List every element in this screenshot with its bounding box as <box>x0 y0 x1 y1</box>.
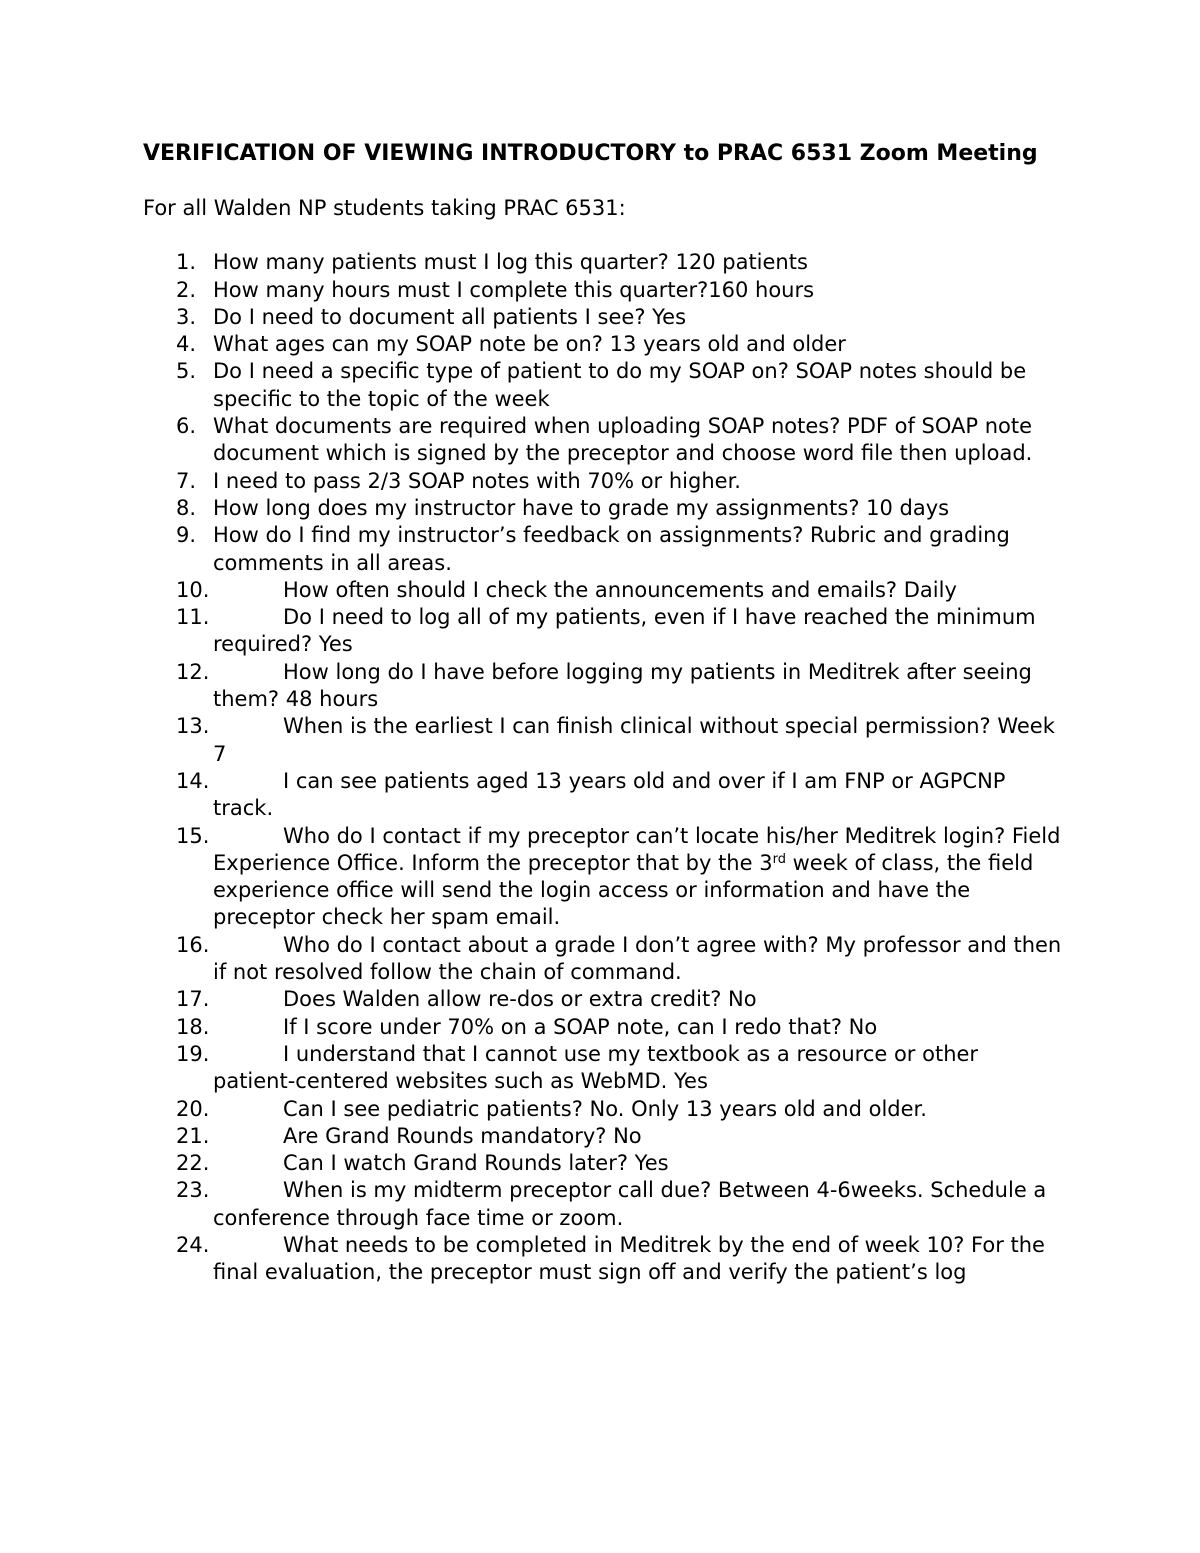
item-number: 19. <box>176 1041 210 1066</box>
item-number: 11. <box>176 605 210 630</box>
item-text: I can see patients aged 13 years old and over if I am FNP or AGPCNP track. <box>213 768 1006 821</box>
document-page <box>143 140 1063 1287</box>
item-text: Can I see pediatric patients? No. Only 13 years old and older. <box>283 1096 927 1121</box>
list-item <box>143 304 1063 331</box>
item-number: 2. <box>176 277 197 302</box>
list-item <box>143 277 1063 304</box>
item-number: 21. <box>176 1123 210 1148</box>
list-item <box>143 1096 1063 1123</box>
item-number: 23. <box>176 1178 210 1203</box>
list-item <box>143 986 1063 1013</box>
item-text: How long do I have before logging my patients in Meditrek after seeing them? 48 hours <box>213 659 1032 712</box>
item-text: What documents are required when uploading SOAP notes? PDF of SOAP note document which is signed by the preceptor and choose word file then upload. <box>213 414 1033 466</box>
item-number: 12. <box>176 659 210 684</box>
item-text: What ages can my SOAP note be on? 13 years old and older <box>213 332 846 357</box>
item-text-part: Who do I contact if my preceptor can’t locate his/her Meditrek login? Field Experience Office. Inform the preceptor that by the 3 <box>213 823 1061 875</box>
item-text: Are Grand Rounds mandatory? No <box>283 1123 642 1148</box>
item-number: 17. <box>176 987 210 1012</box>
list-item <box>143 358 1063 413</box>
item-number: 22. <box>176 1151 210 1176</box>
item-text: If I score under 70% on a SOAP note, can I redo that? No <box>283 1014 878 1039</box>
item-text: Do I need to log all of my patients, even if I have reached the minimum required? Yes <box>213 605 1036 657</box>
item-text: How long does my instructor have to grade my assignments? 10 days <box>213 495 950 520</box>
item-text: Does Walden allow re-dos or extra credit? No <box>283 987 757 1012</box>
list-item <box>143 713 1063 768</box>
list-item <box>143 932 1063 987</box>
item-text: I understand that I cannot use my textbook as a resource or other patient-centered websites such as WebMD. Yes <box>213 1041 979 1094</box>
item-text: How many hours must I complete this quarter?160 hours <box>213 277 815 302</box>
item-number: 15. <box>176 823 210 848</box>
list-item <box>143 331 1063 358</box>
document-title: VERIFICATION OF VIEWING INTRODUCTORY to PRAC 6531 Zoom Meeting <box>143 141 1038 166</box>
item-number: 7. <box>176 468 197 493</box>
list-item <box>143 1041 1063 1096</box>
list-item <box>143 413 1063 468</box>
list-item <box>143 659 1063 714</box>
item-text: Do I need a specific type of patient to do my SOAP on? SOAP notes should be specific to the topic of the week <box>213 359 1027 411</box>
list-item <box>143 1014 1063 1041</box>
item-text: How often should I check the announcements and emails? Daily <box>283 577 957 602</box>
item-number: 24. <box>176 1232 210 1257</box>
item-text: How many patients must I log this quarter? 120 patients <box>213 250 808 275</box>
item-text <box>213 824 1060 930</box>
list-item <box>143 577 1063 604</box>
list-item <box>143 768 1063 823</box>
item-text: When is the earliest I can finish clinical without special permission? Week 7 <box>213 714 1055 766</box>
list-item <box>143 522 1063 577</box>
item-text: What needs to be completed in Meditrek by the end of week 10? For the final evaluation, the preceptor must sign off and verify the patient’s log <box>213 1232 1045 1285</box>
item-number: 16. <box>176 932 210 957</box>
list-item <box>143 495 1063 522</box>
list-item <box>143 249 1063 276</box>
item-text: Who do I contact about a grade I don’t agree with? My professor and then if not resolved follow the chain of command. <box>213 932 1062 985</box>
item-text: How do I find my instructor’s feedback on assignments? Rubric and grading comments in all areas. <box>213 523 1010 575</box>
list-item <box>143 1150 1063 1177</box>
list-item <box>143 823 1063 932</box>
list-item <box>143 1123 1063 1150</box>
item-number: 6. <box>176 414 197 439</box>
item-number: 13. <box>176 714 210 739</box>
item-text: When is my midterm preceptor call due? Between 4-6weeks. Schedule a conference through face time or zoom. <box>213 1178 1047 1230</box>
list-item <box>143 604 1063 659</box>
list-item <box>143 468 1063 495</box>
intro-text: For all Walden NP students taking PRAC 6531: <box>143 196 626 220</box>
list-item <box>143 1232 1063 1287</box>
item-text: Can I watch Grand Rounds later? Yes <box>283 1151 669 1176</box>
item-number: 4. <box>176 332 197 357</box>
item-number: 3. <box>176 304 197 329</box>
item-number: 9. <box>176 523 197 548</box>
item-number: 20. <box>176 1096 210 1121</box>
ordinal-superscript: rd <box>772 851 786 867</box>
item-text: Do I need to document all patients I see? Yes <box>213 304 687 329</box>
item-number: 18. <box>176 1014 210 1039</box>
item-number: 1. <box>176 250 197 275</box>
item-number: 10. <box>176 577 210 602</box>
item-number: 5. <box>176 359 197 384</box>
item-text-part: week of class, the field experience office will send the login access or information and have the preceptor check her spam email. <box>213 850 1034 930</box>
item-number: 14. <box>176 768 210 793</box>
item-text: I need to pass 2/3 SOAP notes with 70% or higher. <box>213 468 741 493</box>
item-number: 8. <box>176 495 197 520</box>
list-item <box>143 1177 1063 1232</box>
question-list <box>143 249 1063 1286</box>
